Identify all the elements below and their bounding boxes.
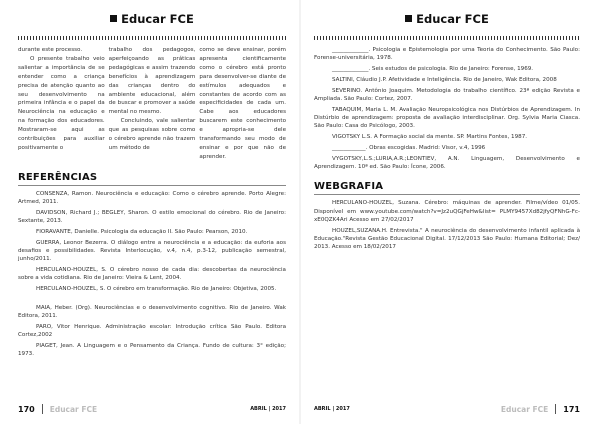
page-header — [18, 0, 286, 34]
reference-item: FIORAVANTE, Danielle. Psicologia da educação II. São Paulo: Pearson, 2010. — [36, 228, 248, 235]
magazine-title: Educar FCE — [121, 12, 194, 26]
reference-item: PARO, Vitor Henrique. Administração escolar: Introdução crítica São Paulo. Editora Cortez,2002 — [18, 323, 286, 338]
reference-item: VYGOTSKY,L.S.;LURIA,A.R.;LEONTIEV, A.N. Linguagem, Desenvolvimento e Aprendizagem. 10ª ed. São Paulo: Ícone, 2006. — [314, 155, 580, 171]
text-column — [109, 46, 196, 162]
paragraph: durante este processo. — [18, 47, 83, 53]
reference-item: MAIA, Heber. (Org). Neurociências e o desenvolvimento cognitivo. Rio de Janeiro. Wak Editora, 2011. — [18, 304, 286, 319]
reference-item: HERCULANO-HOUZEL, S. O cérebro em transformação. Rio de Janeiro: Objetiva, 2005. — [36, 286, 277, 293]
reference-item: GUERRA, Leonor Bezerra. O diálogo entre a neurociência e a educação: da euforia aos desafios e possibilidades. Revista Interlocução, v.4, n.4, p.3-12, publicação semestral, junho/2011. — [18, 239, 286, 263]
section-rule — [314, 194, 580, 195]
reference-item: SEVERINO. Antônio Joaquim. Metodologia do trabalho científico. 23ª edição Revista e Ampliada. São Paulo: Cortez, 2007. — [314, 87, 580, 102]
page-header — [314, 0, 580, 34]
issue-date: ABRIL | 2017 — [250, 406, 286, 412]
reference-item: _____________. Psicologia e Epistemologia por uma Teoria do Conhecimento. São Paulo: Forense-universitária, 1978. — [314, 47, 580, 62]
section-title-webgrafia: WEBGRAFIA — [314, 181, 384, 193]
footer-divider — [555, 404, 556, 414]
reference-item: DAVIDSON, Richard J.; BEGLEY, Sharon. O estilo emocional do cérebro. Rio de Janeiro: Sextante, 2013. — [18, 209, 286, 225]
reference-item: SALTINI, Cláudio J.P. Afetividade e Inteligência. Rio de Janeiro, Wak Editora, 2008 — [332, 76, 557, 83]
reference-list — [314, 46, 580, 171]
text-column — [18, 46, 105, 162]
reference-item: _____________. Seis estudos de psicologia. Rio de Janeiro: Forense, 1969. — [332, 66, 534, 73]
reference-item: VIGOTSKY L.S. A Formação social da mente. SP. Martins Fontes, 1987. — [332, 134, 528, 141]
hatched-divider — [18, 36, 286, 40]
web-reference-list — [314, 199, 580, 251]
square-bullet-icon — [110, 15, 117, 22]
footer-brand: Educar FCE — [49, 404, 98, 414]
section-rule — [18, 185, 286, 186]
text-column — [199, 46, 286, 162]
reference-item: PIAGET, Jean. A Linguagem e o Pensamento da Criança. Fundo de cultura: 3° edição; 1973. — [18, 342, 286, 358]
reference-list — [18, 190, 286, 359]
reference-item: HERCULANO-HOUZEL, S. O cérebro nosso de cada dia: descobertas da neurociência sobre a vida cotidiana. Rio de Janeiro: Vieira & Lent, 2004. — [18, 267, 286, 282]
hatched-divider — [314, 36, 580, 40]
issue-date: ABRIL | 2017 — [314, 406, 350, 412]
web-reference-item: HOUZEL,SUZANA.H. Entrevista." A neurociência do desenvolvimento infantil aplicada à Educação."Revista Gestão Educacional Digital. 17/12/2013 São Paulo: Humana Editorial; Dez/ 2013. Acesso em 18/02/2017 — [314, 227, 580, 251]
reference-item: ____________. Obras escogidas. Madrid: Visor, v.4, 1996 — [332, 144, 486, 151]
page-footer — [314, 404, 580, 414]
footer-divider — [42, 404, 43, 414]
page-footer — [18, 404, 286, 414]
page-number: 171 — [563, 404, 580, 414]
magazine-title: Educar FCE — [416, 12, 489, 26]
paragraph: Concluindo, vale salientar que as pesquisas sobre como o cérebro aprende não trazem um método de — [108, 118, 196, 151]
footer-brand: Educar FCE — [500, 404, 549, 414]
paragraph: trabalho dos pedagogos, aperfeiçoando as práticas pedagógicas e assim trazendo benefícios à aprendizagem das crianças dentro do ambiente educacional, além de buscar e promover a saúde mental no mesmo. — [108, 47, 196, 116]
paragraph: como se deve ensinar, porém apresenta cientificamente como o cérebro está pronto para desenvolver-se diante de estímulos adequados e constantes de acordo com as especificidades de cada um. Cabe aos educadores buscarem este conhecimento e apropria-se dele transformando seu modo de ensinar e por que não de aprender. — [199, 47, 287, 160]
section-title-referencias: REFERÊNCIAS — [18, 171, 98, 183]
square-bullet-icon — [405, 15, 412, 22]
reference-item: CONSENZA, Ramon. Neurociência e educação: Como o cérebro aprende. Porto Alegre: Artmed, 2011. — [18, 190, 286, 206]
body-text-columns — [18, 46, 286, 162]
reference-item: TABAQUIM, Maria L. M. Avaliação Neuropsicológica nos Distúrbios de Aprendizagem. In Distúrbio de aprendizagem: proposta de avaliação interdisciplinar. Org. Sylvia Maria Ciasca. São Paulo: Casa do Psicólogo, 2003. — [314, 106, 580, 130]
page-171 — [300, 0, 600, 424]
page-number: 170 — [18, 404, 35, 414]
paragraph: O presente trabalho veio salientar a importância de se entender como a criança precisa de atenção quanto ao seu desenvolvimento na primeira infância e o papel da Neurociência na educação e na formação dos educadores. Mostraram-se aqui as contribuições para auxiliar positivamente o — [18, 55, 105, 151]
web-reference-item: HERCULANO-HOUZEL, Suzana. Cérebro: máquinas de aprender. Filme/vídeo 01/05. Disponível em www.youtube.com/watch?v=Jz2uQGjFeHw&list= PLMY9457Xd82jfyQFNhG-Fc-xE0QZK4Ari Acesso em 27/02/2017 — [314, 200, 580, 223]
